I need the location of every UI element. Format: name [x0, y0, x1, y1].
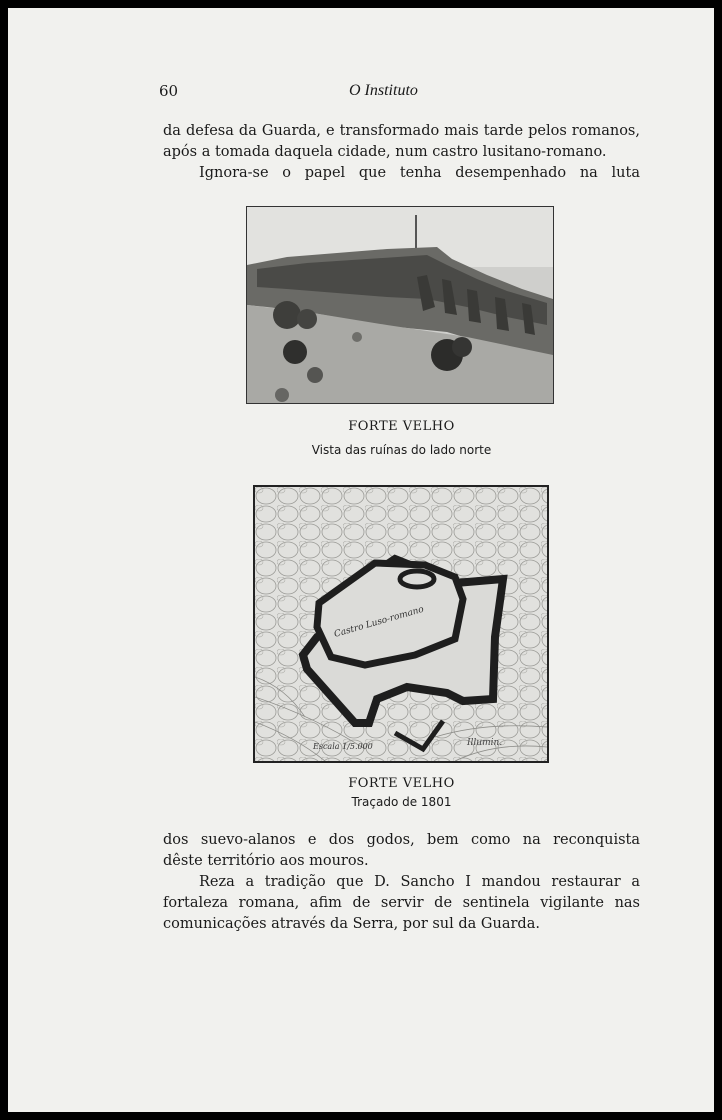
ruins-photograph — [246, 206, 554, 404]
fort-plan-drawing — [253, 485, 549, 763]
text-line: Reza a tradição que D. Sancho I mandou restaurar a — [199, 874, 640, 890]
text-line: dêste território aos mouros. — [163, 853, 369, 869]
book-page — [8, 8, 714, 1112]
text-line: após a tomada daquela cidade, num castro lusitano-romano. — [163, 144, 607, 160]
page-header — [159, 82, 449, 104]
plan-signature: Illumin. — [467, 738, 503, 748]
figure1-caption — [163, 419, 640, 457]
body-text-top — [163, 121, 640, 184]
plan-scale-label: Escala 1/5.000 — [313, 742, 373, 751]
running-title: O Instituto — [349, 82, 418, 99]
text-line: fortaleza romana, afim de servir de sentinela vigilante nas — [163, 895, 640, 911]
text-line: comunicações através da Serra, por sul da Guarda. — [163, 916, 540, 932]
text-line: da defesa da Guarda, e transformado mais tarde pelos romanos, — [163, 123, 640, 139]
page-number: 60 — [159, 82, 179, 100]
ruins-photo-image — [247, 207, 553, 403]
body-text-bottom — [163, 830, 640, 935]
text-line: Ignora-se o papel que tenha desempenhado na luta — [199, 165, 640, 181]
plan-label: Castro Luso-romano — [333, 604, 425, 640]
figure2-title: FORTE VELHO — [348, 776, 455, 791]
text-line: dos suevo-alanos e dos godos, bem como na reconquista — [163, 832, 640, 848]
figure1-subtitle: Vista das ruínas do lado norte — [311, 443, 492, 457]
figure2-caption — [163, 776, 640, 809]
fort-plan-image — [255, 487, 547, 761]
figure1-title: FORTE VELHO — [348, 419, 455, 434]
figure2-subtitle: Traçado de 1801 — [351, 795, 452, 809]
